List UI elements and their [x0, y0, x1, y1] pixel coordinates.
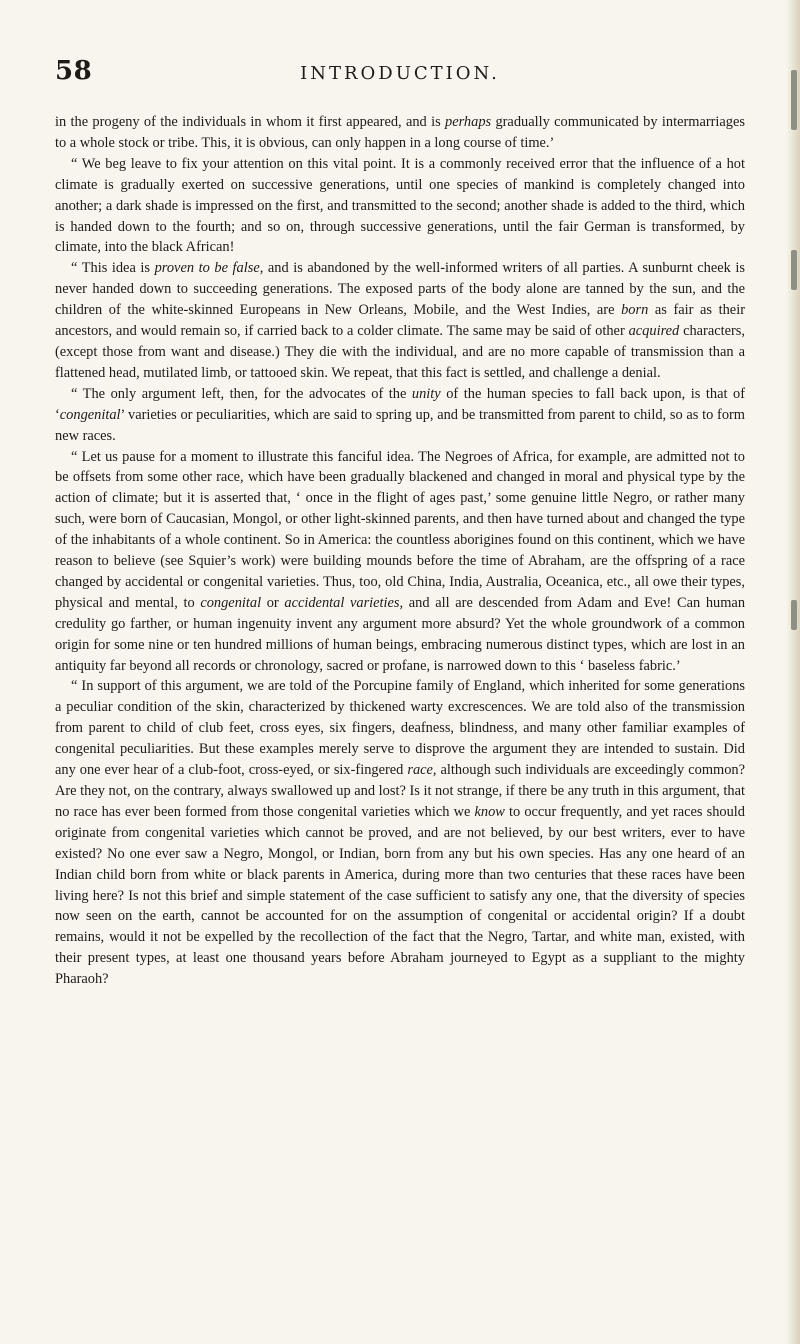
body-text	[55, 112, 745, 990]
italic-run: congenital	[200, 594, 262, 611]
text-run: ’ varieties or peculiarities, which are said to spring up, and be transmitted from parent to child, so as to form new races.	[55, 406, 745, 444]
text-run: although such individuals are exceedingly common? Are they not, on the contrary, always swallowed up and lost? Is it not strange, if there be any truth in this argument, that no race has ever been formed from those congenital varieties which we	[55, 762, 745, 820]
binding-mark	[791, 250, 797, 290]
paragraph	[55, 154, 745, 259]
text-run: of the human species to fall back upon, is that of ‘	[55, 385, 745, 423]
text-run: to occur frequently, and yet races should originate from congenital varieties which cannot be proved, and are not believed, by our best writers, ever to have existed? No one ever saw a Negro, Mongol, or Indian, born from any but his own species. Has any one heard of an Indian child born from white or black parents in America, during more than two centuries that these races have been living here? Is not this brief and simple statement of the case sufficient to satisfy any one, that the diversity of species now seen on the earth, cannot be accounted for on the assumption of congenital or accidental origin? If a doubt remains, would it not be expelled by the recollection of the fact that the Negro, Tartar, and white man, existed, with their present types, at least one thousand years before Abraham journeyed to Egypt as a suppliant to the mighty Pharaoh?	[55, 803, 745, 988]
italic-run: unity	[411, 385, 441, 402]
text-run: in the progeny of the individuals in whom it first appeared, and is	[55, 114, 445, 130]
text-run: as fair as their ancestors, and would remain so, if carried back to a colder climate. The same may be said of other	[55, 302, 745, 340]
text-run: gradually communicated by intermarriages to a whole stock or tribe. This, it is obvious, can only happen in a long course of time.’	[55, 114, 745, 151]
paragraph	[55, 112, 745, 154]
paragraph	[55, 384, 745, 447]
italic-run: acquired	[628, 323, 680, 340]
text-run: or	[261, 594, 285, 611]
text-run: and all are descended from Adam and Eve! Can human credulity go farther, or human ingenuity invent any argument more absurd? Yet the whole groundwork of a common origin for some nine or ten hundred millions of human beings, embracing numerous distinct types, which are lost in an antiquity far beyond all records or chronology, sacred or profane, is narrowed down to this ‘ baseless fabric.’	[55, 594, 746, 674]
binding-mark	[791, 600, 797, 630]
binding-mark	[791, 70, 797, 130]
text-run: “ This idea is	[71, 260, 155, 277]
text-run: and is abandoned by the well-informed writers of all parties. A sunburnt cheek is never handed down to succeeding generations. The exposed parts of the body alone are tanned by the sun, and the children of the white-skinned Europeans in New Orleans, Mobile, and the West Indies, are	[55, 260, 745, 319]
page-number: 58	[55, 56, 93, 86]
text-run: characters, (except those from want and disease.) They die with the individual, and are no more capable of transmission than a flattened head, mutilated limb, or tattooed skin. We repeat, that this fact is settled, and challenge a denial.	[55, 323, 745, 381]
italic-run: congenital	[59, 406, 121, 423]
italic-run: know	[474, 803, 505, 820]
italic-run: race,	[407, 762, 437, 779]
paragraph	[55, 676, 745, 990]
text-run: “ We beg leave to fix your attention on this vital point. It is a commonly received error that the influence of a hot climate is gradually exerted on successive generations, until one species of mankind is completely changed into another; a dark shade is impressed on the first, and transmitted to the second; another shade is added to the third, which is handed down to the fourth; and so on, through successive generations, until the fair German is transformed, by climate, into the black African!	[55, 155, 745, 256]
text-run: “ Let us pause for a moment to illustrate this fanciful idea. The Negroes of Africa, for example, are admitted not to be offsets from some other race, which have been gradually blackened and changed in moral and physical type by the action of climate; but it is asserted that, ‘ once in the flight of ages past,’ some genuine little Negro, or rather many such, were born of Caucasian, Mongol, or other light-skinned parents, and then have turned about and changed the type of the inhabitants of a whole continent. So in America: the countless aborigines found on this continent, which we have reason to believe (see Squier’s work) were building mounds before the time of Abraham, are the offspring of a race changed by accidental or congenital varieties. Thus, too, old China, India, Australia, Oceanica, etc., all owe their types, physical and mental, to	[55, 448, 745, 611]
italic-run: perhaps	[445, 114, 492, 130]
paragraph	[55, 447, 745, 677]
text-run: “ In support of this argument, we are told of the Porcupine family of England, which inherited for some generations a peculiar condition of the skin, characterized by thickened warty excrescences. We are told also of the transmission from parent to child of club feet, cross eyes, six fingers, deafness, blindness, and many other familiar examples of congenital peculiarities. But these examples merely serve to disprove the argument they are intended to sustain. Did any one ever hear of a club-foot, cross-eyed, or six-fingered	[55, 678, 745, 779]
page-header	[55, 56, 745, 96]
running-head: INTRODUCTION.	[300, 63, 500, 84]
text-run: “ The only argument left, then, for the advocates of the	[71, 385, 412, 402]
paragraph	[55, 258, 745, 383]
page-edge	[786, 0, 800, 1344]
italic-run: accidental varieties,	[284, 594, 404, 611]
italic-run: proven to be false,	[154, 260, 264, 277]
italic-run: born	[621, 302, 649, 319]
